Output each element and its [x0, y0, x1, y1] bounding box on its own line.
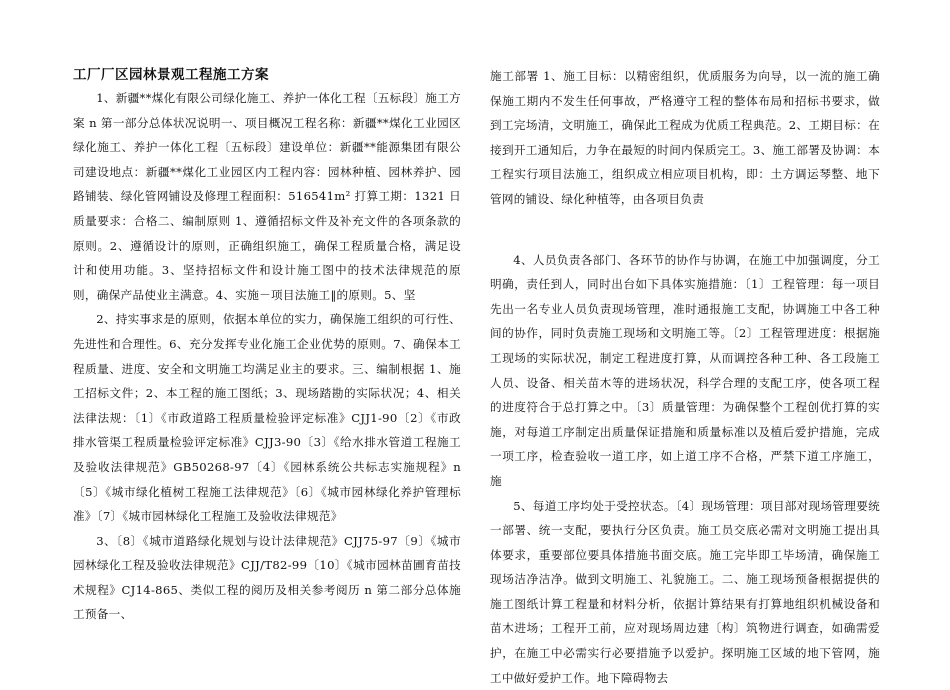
paragraph-gap	[490, 212, 880, 248]
left-column	[73, 64, 461, 627]
paragraph-left-3: 3、〔8〕《城市道路绿化规划与设计法律规范》CJJ75-97〔9〕《城市园林绿化工程及验收法律规范》CJJ/T82-99〔10〕《城市园林苗圃育苗技术规程》CJ14-865、类似工程的阅历及相关参考阅历 n 第二部分总体施工预备一、	[73, 529, 461, 627]
paragraph-left-2: 2、持实事求是的原则，依据本单位的实力，确保施工组织的可行性、先进性和合理性。6、充分发挥专业化施工企业优势的原则。7、确保本工程质量、进度、安全和文明施工均满足业主的要求。三、编制根据 1、施工招标文件；2、本工程的施工图纸；3、现场踏勘的实际状况；4、相关法律法规：〔1〕《市政道路工程质量检验评定标准》CJJ1-90〔2〕《市政排水管渠工程质量检验评定标准》CJJ3-90〔3〕《给水排水管道工程施工及验收法律规范》GB50268-97〔4〕《园林系统公共标志实施规程》n〔5〕《城市绿化植树工程施工法律规范》〔6〕《城市园林绿化养护管理标准》〔7〕《城市园林绿化工程施工及验收法律规范》	[73, 307, 461, 528]
paragraph-left-1: 1、新疆**煤化有限公司绿化施工、养护一体化工程〔五标段〕施工方案 n 第一部分总体状况说明一、项目概况工程名称：新疆**煤化工业园区绿化施工、养护一体化工程〔五标段〕建设单位：新疆**能源集团有限公司建设地点：新疆**煤化工业园区内工程内容：园林种植、园林养护、园路铺装、绿化管网铺设及修理工程面积：516541m² 打算工期：1321 日质量要求：合格二、编制原则 1、遵循招标文件及补充文件的各项条款的原则。2、遵循设计的原则，正确组织施工，确保工程质量合格，满足设计和使用功能。3、坚持招标文件和设计施工图中的技术法律规范的原则，确保产品使业主满意。4、实施－项目法施工‖的原则。5、坚	[73, 86, 461, 307]
paragraph-right-3: 5、每道工序均处于受控状态。〔4〕现场管理：项目部对现场管理要统一部署、统一支配，要执行分区负责。施工员交底必需对文明施工提出具体要求，重要部位要具体措施书面交底。施工完毕即工毕场清，确保施工现场洁净洁净。做到文明施工、礼貌施工。二、施工现场预备根据提供的施工图纸计算工程量和材料分析，依据计算结果有打算地组织机械设备和苗木进场；工程开工前，应对现场周边建〔构〕筑物进行调查，如确需爱护，在施工中必需实行必要措施予以爱护。探明施工区域的地下管网，施工中做好爱护工作。地下障碍物去	[490, 494, 880, 690]
document-title: 工厂厂区园林景观工程施工方案	[73, 64, 461, 86]
paragraph-right-2: 4、人员负责各部门、各环节的协作与协调，在施工中加强调度，分工明确，责任到人，同时出台如下具体实施措施：〔1〕工程管理：每一项目先出一名专业人员负责现场管理，准时通报施工支配，协调施工中各工种间的协作，同时负责施工现场和文明施工等。〔2〕工程管理进度：根据施工现场的实际状况，制定工程进度打算，从而调控各种工种、各工段施工人员、设备、相关苗木等的进场状况，科学合理的支配工序，使各项工程的进度符合于总打算之中。〔3〕质量管理：为确保整个工程创优打算的实施，对每道工序制定出质量保证措施和质量标准以及植后爱护措施，完成一项工序，检查验收一道工序，如上道工序不合格，严禁下道工序施工，施	[490, 248, 880, 494]
right-column	[490, 64, 880, 690]
paragraph-right-1: 施工部署 1、施工目标：以精密组织，优质服务为向导，以一流的施工确保施工期内不发生任何事故，严格遵守工程的整体布局和招标书要求，做到工完场清，文明施工，确保此工程成为优质工程典范。2、工期目标：在接到开工通知后，力争在最短的时间内保质完工。3、施工部署及协调：本工程实行项目法施工，组织成立相应项目机构，即：土方调运琴整、地下管网的铺设、绿化种植等，由各项目负责	[490, 64, 880, 212]
